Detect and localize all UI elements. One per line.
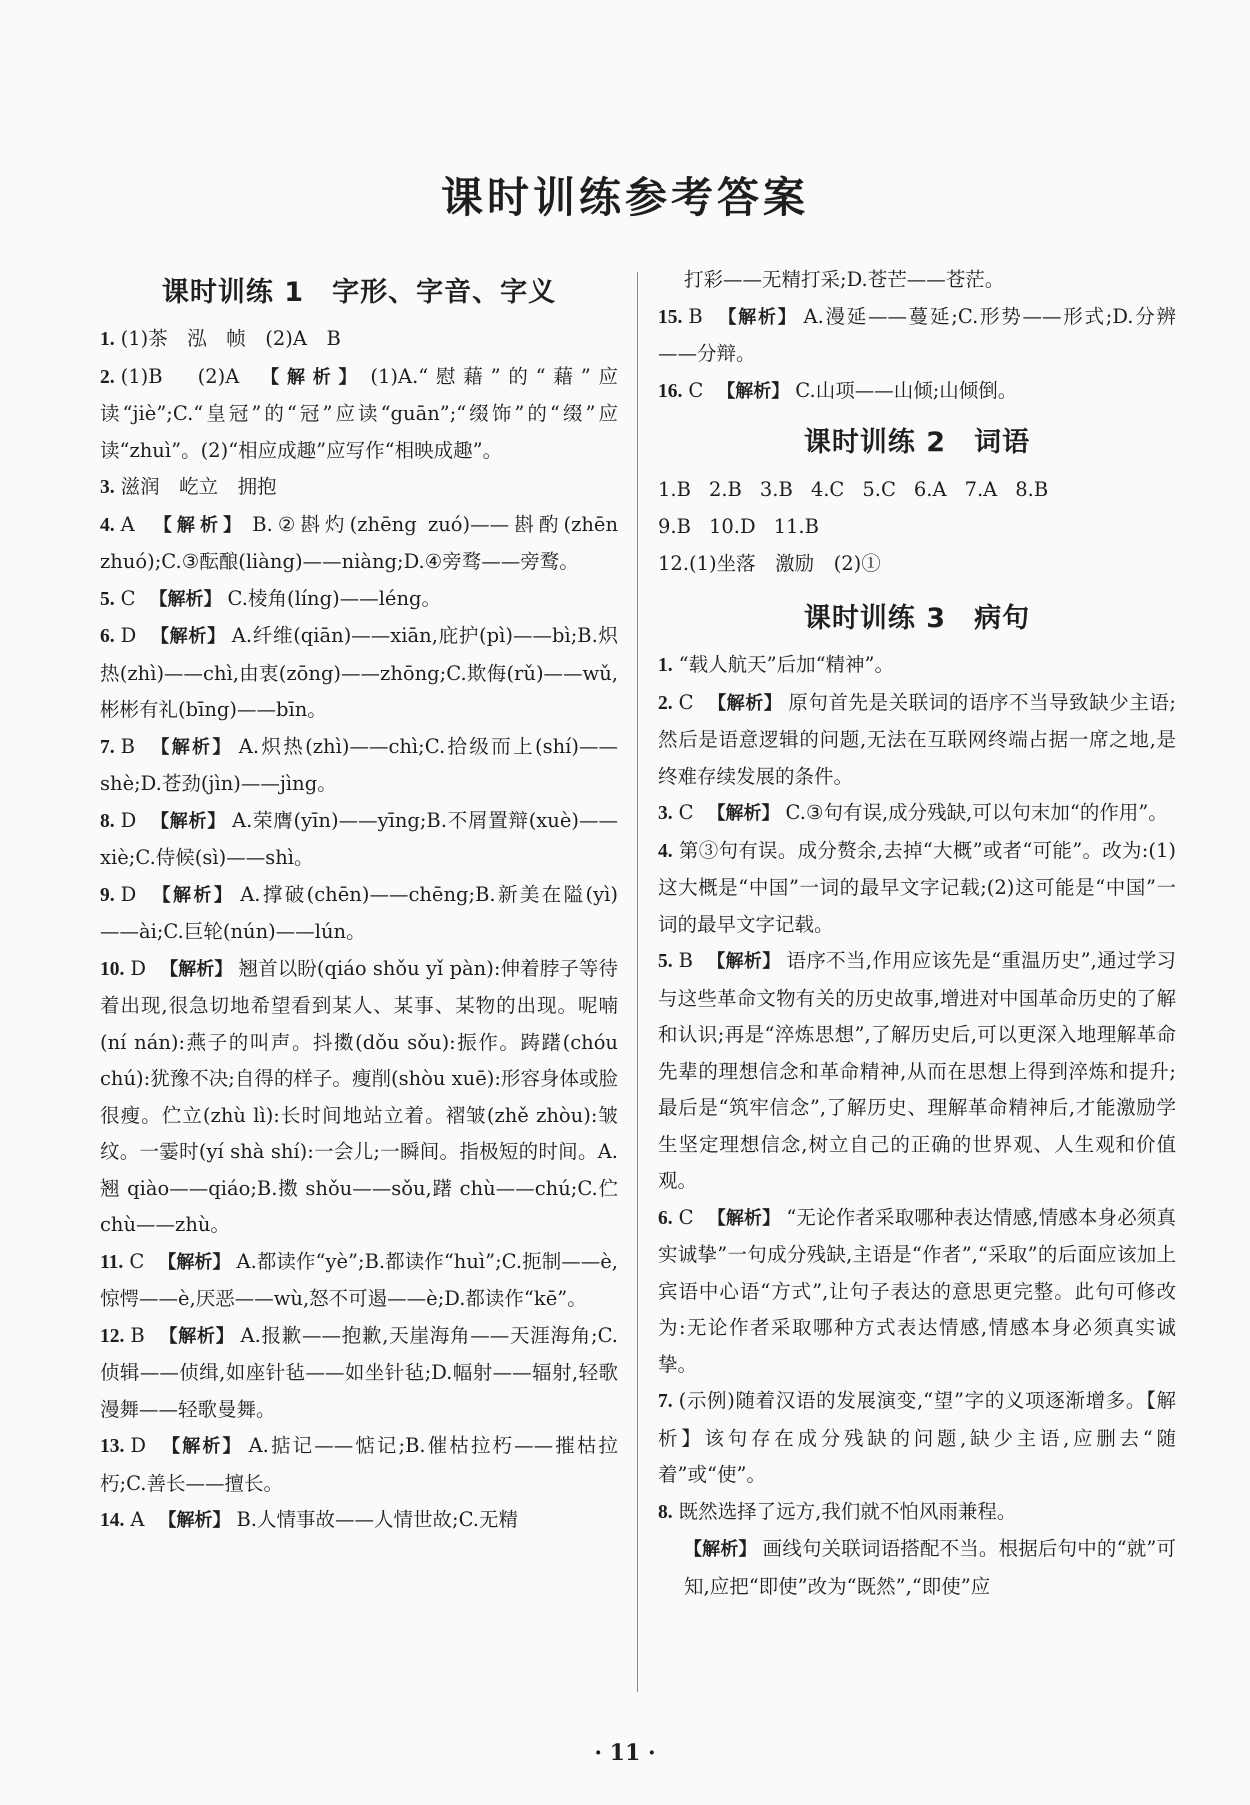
- answer-num: 7.: [658, 1391, 673, 1412]
- page-number: · 11 ·: [594, 1740, 656, 1766]
- answer-num: 9.: [100, 884, 115, 906]
- answer-choice: 6.A: [913, 478, 947, 501]
- answer-choice: 4.C: [810, 478, 845, 501]
- section-title-3: 课时训练 3 病句: [803, 603, 1031, 634]
- answer-ans: B: [688, 304, 703, 328]
- answer-choice: 2.B: [708, 478, 742, 501]
- answer-tag: 【解析】: [707, 803, 780, 824]
- answer-text: (1)A.“慰藉”的“藉”应读“jiè”;C.“皇冠”的“冠”应读“guān”;“缀饰”的“缀”应读“zhuì”。(2)“相应成趣”应写作“相映成趣”。: [100, 364, 619, 462]
- answer-item: [658, 1383, 1176, 1494]
- answer-ans: D: [130, 1434, 147, 1457]
- answer-num: 6.: [658, 1207, 673, 1229]
- answer-ans: A: [130, 1508, 145, 1531]
- answer-num: 14.: [100, 1510, 125, 1531]
- answer-tag: 【解析】: [158, 1325, 235, 1347]
- answer-ans: C: [129, 1249, 145, 1273]
- answer-num: 4.: [658, 840, 673, 862]
- answer-item: [100, 951, 618, 1244]
- answer-text: C.山项——山倾;山倾倒。: [795, 378, 1018, 402]
- answer-ans: D: [120, 624, 137, 647]
- answer-tag: 【解析】: [148, 514, 247, 536]
- answer-item: [658, 1494, 1176, 1532]
- answer-text: 画线句关联词语搭配不当。根据后句中的“就”可知,应把“即使”改为“既然”,“即使”应: [684, 1537, 1176, 1598]
- answer-item: [658, 373, 1176, 411]
- answer-text: 语序不当,作用应该先是“重温历史”,通过学习与这些革命文物有关的历史故事,增进对中国革命历史的了解和认识;再是“淬炼思想”,了解历史后,可以更深入地理解革命先辈的理想信念和革命精神,从而在思想上得到淬炼和提升;最后是“筑牢信念”,了解历史、理解革命精神后,才能激励学生坚定理想信念,树立自己的正确的世界观、人生观和价值观。: [658, 949, 1177, 1192]
- section-title-2: 课时训练 2 词语: [803, 427, 1031, 458]
- answer-tag: 【解析】: [716, 306, 798, 328]
- answer-item: [100, 581, 618, 619]
- answer-num: 8.: [658, 1501, 673, 1523]
- answer-choice: 7.A: [964, 478, 998, 501]
- answer-item: [658, 795, 1176, 833]
- answer-tag: 【解析】: [149, 588, 222, 610]
- section2-item-12: 12.(1)坐落 激励 (2)①: [658, 552, 881, 575]
- answer-ans: C: [120, 586, 136, 610]
- answer-choice: 3.B: [759, 478, 793, 501]
- answer-item: [100, 359, 618, 470]
- answer-item: [100, 1428, 618, 1502]
- answer-choice: 10.D: [708, 515, 756, 538]
- answer-ans: D: [130, 956, 147, 980]
- answer-ans: C: [678, 1205, 694, 1229]
- answer-tag: 【解析】: [158, 1510, 231, 1531]
- answer-num: 15.: [658, 306, 683, 328]
- page-title: 课时训练参考答案: [440, 173, 809, 222]
- answer-ans: (1)B (2)A: [120, 364, 240, 388]
- answer-item: [100, 1318, 618, 1429]
- answer-text: 翘首以盼(qiáo shǒu yǐ pàn):伸着脖子等待着出现,很急切地希望看到某人、某事、某物的出现。呢喃(ní nán):燕子的叫声。抖擞(dǒu sǒu):振作。踌躇(chóu chú):犹豫不决;自得的样子。瘦削(shòu xuē):形容身体或脸很瘦。伫立(zhù lì):长时间地站立着。褶皱(zhě zhòu):皱纹。一霎时(yí shà shí):一会儿;一瞬间。指极短的时间。A.翘 qiào——qiáo;B.擞 shǒu——sǒu,躇 chù——chú;C.伫 chù——zhù。: [100, 956, 618, 1236]
- answer-item: [100, 1244, 618, 1318]
- answer-text: A.撑破(chēn)——chēng;B.新美在隘(yì)——ài;C.巨轮(nún)——lún。: [100, 882, 619, 943]
- answer-item: [100, 729, 618, 803]
- answer-choice: 8.B: [1015, 478, 1049, 501]
- answer-num: 2.: [100, 366, 115, 388]
- answer-item: [100, 469, 618, 507]
- answer-item: [658, 943, 1176, 1200]
- answer-ans: C: [678, 801, 694, 824]
- answer-text: 滋润 屹立 拥抱: [120, 475, 277, 498]
- answer-num: 11.: [100, 1251, 124, 1273]
- answer-tag: 【解析】: [150, 810, 227, 832]
- answer-num: 13.: [100, 1436, 125, 1457]
- answer-num: 4.: [100, 514, 115, 536]
- answer-item: [100, 1502, 618, 1540]
- answer-item: [658, 833, 1176, 944]
- answer-text: A.炽热(zhì)——chì;C.拾级而上(shí)——shè;D.苍劲(jìn)——jìng。: [100, 734, 619, 795]
- answer-num: 6.: [100, 626, 115, 647]
- right-answer-list: [658, 647, 1176, 1605]
- answer-text: 第③句有误。成分赘余,去掉“大概”或者“可能”。改为:(1)这大概是“中国”一词的最早文字记载;(2)这可能是“中国”一词的最早文字记载。: [658, 838, 1176, 936]
- answer-text: 既然选择了远方,我们就不怕风雨兼程。: [678, 1499, 1017, 1523]
- answer-ans: B: [130, 1323, 145, 1347]
- answer-row: [658, 471, 1176, 508]
- answer-ans: C: [678, 690, 694, 714]
- answer-item: [100, 321, 618, 359]
- answer-text: B.人情事故——人情世故;C.无精: [236, 1508, 518, 1531]
- answer-tag: 【解析】: [150, 626, 226, 647]
- answer-num: 2.: [658, 692, 673, 714]
- answer-tag: 【解析】: [684, 1539, 757, 1560]
- answer-tag: 【解析】: [253, 366, 365, 388]
- answer-ans: C: [688, 378, 704, 402]
- answer-text: “无论作者采取哪种表达情感,情感本身必须真实诚挚”一句成分残缺,主语是“作者”,“采取”的后面应该加上宾语中心语“方式”,让句子表达的意思更完整。此句可修改为:无论作者采取哪种方式表达情感,情感本身必须真实诚挚。: [658, 1205, 1177, 1376]
- section-title-1: 课时训练 1 字形、字音、字义: [161, 277, 557, 308]
- answer-num: 10.: [100, 958, 125, 980]
- answer-text: A.纤维(qiān)——xiān,庇护(pì)——bì;B.炽热(zhì)——chì,由衷(zōng)——zhōng;C.欺侮(rǔ)——wǔ,彬彬有礼(bīng)——bīn。: [100, 624, 618, 721]
- answer-tag: 【解析】: [160, 1436, 243, 1457]
- answer-tag: 【解析】: [160, 958, 233, 980]
- left-answer-list: [100, 321, 618, 1540]
- answer-num: 3.: [658, 803, 673, 824]
- answer-item: [100, 803, 618, 877]
- answer-text: (1)茶 泓 帧 (2)A B: [120, 327, 341, 350]
- answer-ans: B: [120, 734, 135, 758]
- right-top-answer-list: [658, 262, 1176, 410]
- answer-ans: D: [120, 808, 137, 832]
- answer-item: [100, 618, 618, 729]
- right-column: [658, 262, 1176, 1605]
- answer-item: [658, 1200, 1176, 1384]
- answer-tag: 【解析】: [158, 1251, 231, 1273]
- answer-ans: D: [120, 882, 137, 906]
- answer-num: 8.: [100, 810, 115, 832]
- answer-text: A.荣膺(yīn)——yīng;B.不屑置辩(xuè)——xiè;C.侍候(sì)——shì。: [100, 808, 619, 869]
- answer-item: [658, 262, 1176, 299]
- answer-text: 原句首先是关联词的语序不当导致缺少主语;然后是语意逻辑的问题,无法在互联网终端占据一席之地,是终难存续发展的条件。: [658, 690, 1177, 788]
- answer-row: [658, 508, 1176, 545]
- answer-item: [658, 647, 1176, 685]
- answer-item: [658, 1531, 1176, 1605]
- answer-choice: 1.B: [658, 478, 691, 501]
- answer-num: 1.: [658, 655, 673, 676]
- answer-choice: 11.B: [773, 515, 819, 538]
- answer-tag: 【解析】: [707, 692, 783, 714]
- answer-tag: 【解析】: [150, 884, 235, 906]
- answer-tag: 【解析】: [717, 380, 790, 402]
- section2-answer-grid: [658, 471, 1176, 545]
- column-divider: [637, 272, 638, 1692]
- answer-item: [100, 507, 618, 581]
- answer-item: [100, 877, 618, 951]
- answer-choice: 5.C: [862, 478, 896, 501]
- answer-num: 5.: [100, 588, 115, 610]
- answer-num: 3.: [100, 477, 115, 498]
- answer-text: (示例)随着汉语的发展演变,“望”字的义项逐渐增多。【解析】该句存在成分残缺的问题,缺少主语,应删去“随着”或“使”。: [658, 1389, 1176, 1486]
- answer-num: 5.: [658, 951, 673, 972]
- answer-num: 12.: [100, 1325, 125, 1347]
- answer-choice: 9.B: [658, 515, 691, 538]
- answer-num: 1.: [100, 329, 115, 350]
- answer-num: 7.: [100, 736, 115, 758]
- answer-text: A.都读作“yè”;B.都读作“huì”;C.扼制——è,惊愕——è,厌恶——wù,怒不可遏——è;D.都读作“kē”。: [100, 1249, 619, 1310]
- answer-item: [658, 299, 1176, 373]
- answer-text: 打彩——无精打采;D.苍芒——苍茫。: [684, 268, 1005, 291]
- answer-text: A.掂记——惦记;B.催枯拉朽——摧枯拉朽;C.善长——擅长。: [100, 1434, 619, 1495]
- answer-ans: A: [120, 512, 135, 536]
- answer-tag: 【解析】: [707, 1207, 781, 1229]
- answer-text: C.棱角(líng)——léng。: [227, 586, 442, 610]
- answer-text: A.报歉——抱歉,天崖海角——天涯海角;C.侦辑——侦缉,如座针毡——如坐针毡;D.幅射——辐射,轻歌漫舞——轻歌曼舞。: [100, 1323, 618, 1421]
- answer-text: C.③句有误,成分残缺,可以句末加“的作用”。: [785, 801, 1168, 824]
- answer-tag: 【解析】: [706, 951, 781, 972]
- answer-tag: 【解析】: [148, 736, 233, 758]
- answer-ans: B: [678, 949, 693, 972]
- answer-item: [658, 685, 1176, 796]
- left-column: [100, 262, 618, 1540]
- answer-num: 16.: [658, 380, 683, 402]
- answer-text: “载人航天”后加“精神”。: [678, 653, 895, 676]
- answer-text: B.②斟灼(zhēng zuó)——斟酌(zhēn zhuó);C.③酝酿(liàng)——niàng;D.④旁骛——旁鹜。: [100, 512, 619, 573]
- answer-text: A.漫延——蔓延;C.形势——形式;D.分辨——分辩。: [658, 304, 1177, 365]
